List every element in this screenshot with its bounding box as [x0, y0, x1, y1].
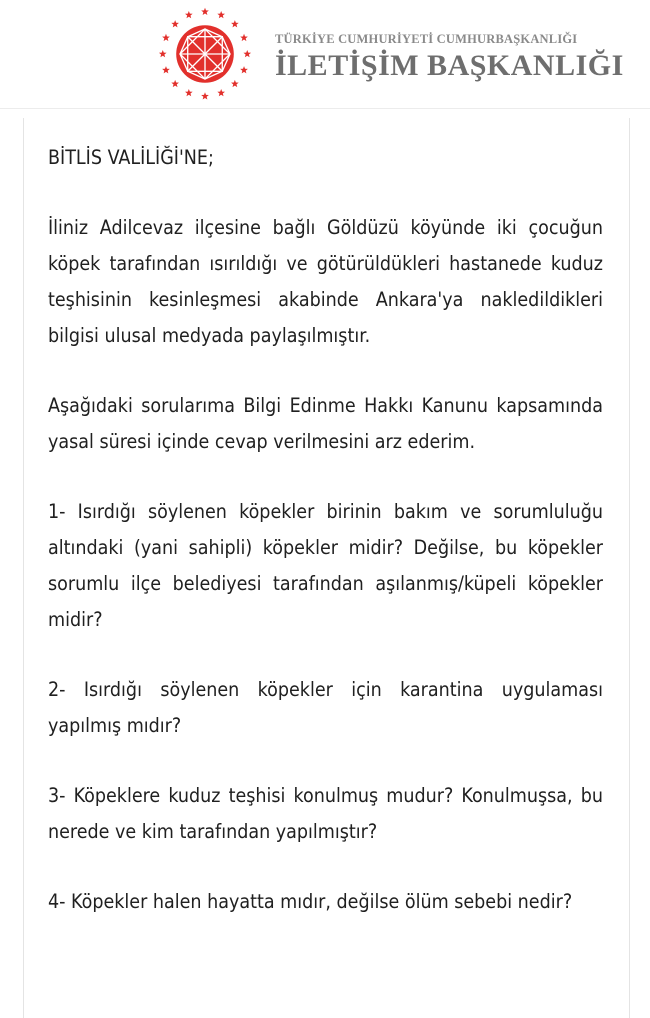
letter-paragraph-request: Aşağıdaki sorularıma Bilgi Edinme Hakkı Kanunu kapsamında yasal süresi içinde cevap verilmesini arz ederim. — [48, 394, 603, 453]
emblem-star-icon — [159, 50, 167, 57]
emblem-star-icon — [171, 80, 179, 87]
emblem-star-icon — [201, 8, 209, 15]
emblem-star-icon — [240, 34, 248, 41]
letter-body — [48, 140, 603, 954]
letter-question-1: 1- Isırdığı söylenen köpekler birinin bakım ve sorumluluğu altındaki (yani sahipli) köpekler midir? Değilse, bu köpekler sorumlu ilçe belediyesi tarafından aşılanmış/küpeli köpekler midir? — [48, 500, 603, 631]
emblem-star-icon — [231, 80, 239, 87]
logo-wordmark — [275, 32, 645, 83]
emblem-star-icon — [231, 20, 239, 27]
page-header — [0, 0, 650, 109]
emblem-star-icon — [201, 92, 209, 99]
presidential-emblem-icon — [157, 6, 253, 102]
letter-question-4: 4- Köpekler halen hayatta mıdır, değilse ölüm sebebi nedir? — [48, 890, 573, 913]
emblem-star-icon — [217, 11, 225, 18]
logo-subtitle: TÜRKİYE CUMHURİYETİ CUMHURBAŞKANLIĞI — [275, 32, 578, 46]
emblem-star-icon — [171, 20, 179, 27]
letter-salutation: BİTLİS VALİLİĞİ'NE; — [48, 146, 214, 169]
emblem-star-icon — [240, 66, 248, 73]
logo-title: İLETİŞİM BAŞKANLIĞI — [275, 49, 624, 82]
emblem-star-icon — [243, 50, 251, 57]
emblem-star-icon — [162, 34, 170, 41]
emblem-star-icon — [162, 66, 170, 73]
emblem-star-icon — [185, 89, 193, 96]
emblem-star-icon — [217, 89, 225, 96]
letter-question-2: 2- Isırdığı söylenen köpekler için karantina uygulaması yapılmış mıdır? — [48, 678, 603, 737]
emblem-star-icon — [185, 11, 193, 18]
letter-paragraph-intro: İliniz Adilcevaz ilçesine bağlı Göldüzü köyünde iki çocuğun köpek tarafından ısırıldığı ve götürüldükleri hastanede kuduz teşhisinin kesinleşmesi akabinde Ankara'ya nakledildikleri bilgisi ulusal medyada paylaşılmıştır. — [48, 216, 603, 347]
letter-question-3: 3- Köpeklere kuduz teşhisi konulmuş mudur? Konulmuşsa, bu nerede ve kim tarafından yapılmıştır? — [48, 784, 603, 843]
